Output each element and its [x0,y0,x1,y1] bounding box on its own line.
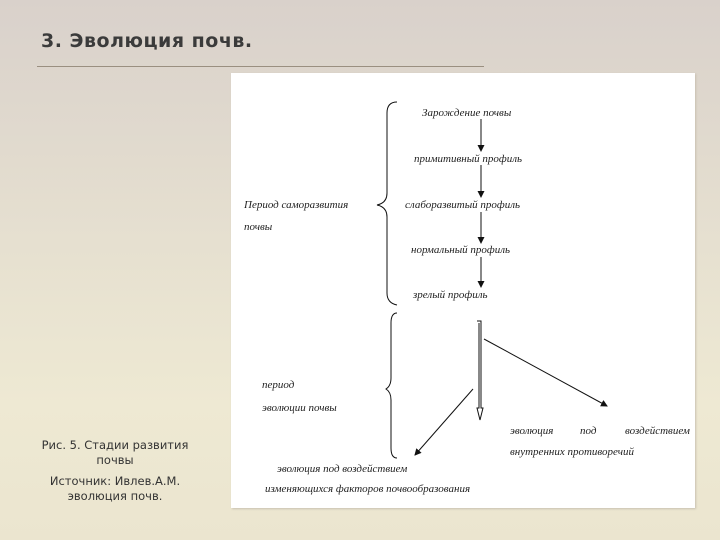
upper-brace [377,102,397,305]
internal-2: под [580,425,597,437]
internal-4: внутренних противоречий [510,446,635,458]
stage-primitive: примитивный профиль [414,153,523,165]
evolution-label-2: эволюции почвы [262,402,337,414]
slide-title: 3. Эволюция почв. [41,30,253,52]
self-dev-label: Период саморазвития [244,199,349,211]
stage-normal: нормальный профиль [411,244,510,256]
external-1: эволюция под воздействием [277,463,408,475]
internal-1: эволюция [510,425,554,437]
figure-caption: Рис. 5. Стадии развития почвы [41,438,189,467]
stage-origin: Зарождение почвы [422,107,512,119]
stage-mature: зрелый профиль [413,289,488,301]
external-2: изменяющихся факторов почвообразования [265,483,471,495]
internal-3: воздействием [625,425,690,437]
lower-brace [386,313,397,458]
hollow-arrow [477,321,483,420]
evolution-label: период [262,379,295,391]
self-dev-label-2: почвы [244,221,273,233]
source-caption: Источник: Ивлев.А.М. эволюция почв. [49,474,181,503]
evolution-diagram [231,73,695,508]
title-divider [37,66,484,67]
stage-underdeveloped: слаборазвитый профиль [405,199,521,211]
